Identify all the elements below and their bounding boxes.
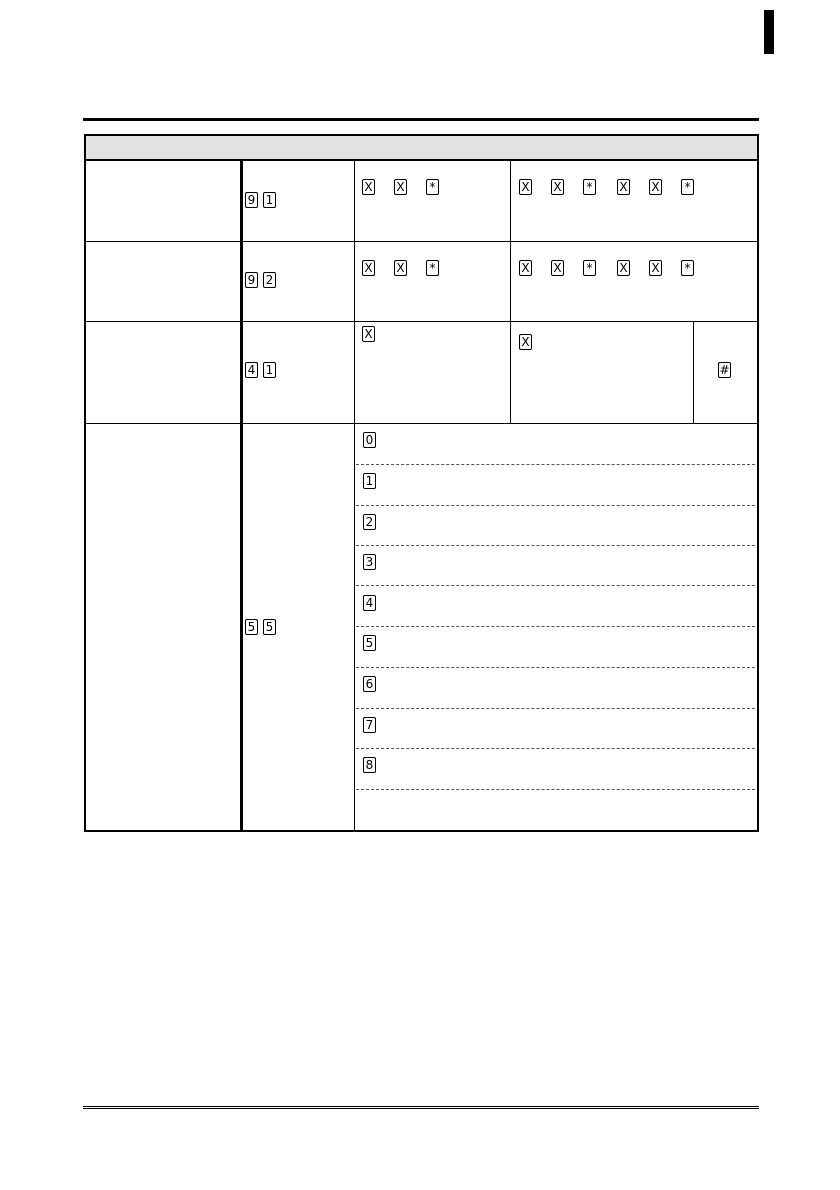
option-divider [356, 585, 755, 586]
key-star: * [426, 179, 439, 195]
option-divider [356, 626, 755, 627]
table-header-bar [86, 136, 757, 161]
option-key: 5 [363, 635, 376, 651]
key-star: * [426, 260, 439, 276]
code-key: 1 [263, 362, 276, 378]
code-key: 5 [245, 619, 258, 635]
page-corner-mark [764, 10, 774, 54]
code-key: 5 [263, 619, 276, 635]
option-divider [356, 545, 755, 546]
option-divider [356, 505, 755, 506]
key-x: X [519, 260, 532, 276]
column-divider-2 [354, 161, 355, 830]
key-x: X [649, 260, 662, 276]
key-star: * [583, 260, 596, 276]
option-key: 1 [363, 473, 376, 489]
option-key: 8 [363, 757, 376, 773]
option-divider [356, 708, 755, 709]
option-divider [356, 789, 755, 790]
option-divider [356, 464, 755, 465]
key-x: X [362, 326, 375, 342]
key-x: X [617, 179, 630, 195]
column-divider-3 [510, 161, 511, 423]
feature-code-table [84, 134, 759, 832]
option-divider [356, 667, 755, 668]
code-key: 2 [263, 272, 276, 288]
option-key: 4 [363, 595, 376, 611]
key-x: X [649, 179, 662, 195]
key-star: * [681, 179, 694, 195]
key-star: * [681, 260, 694, 276]
key-x: X [617, 260, 630, 276]
option-key: 6 [363, 676, 376, 692]
key-x: X [519, 179, 532, 195]
option-key: 7 [363, 717, 376, 733]
key-hash: # [719, 363, 730, 377]
option-divider [356, 748, 755, 749]
code-key: 9 [245, 272, 258, 288]
option-key: 2 [363, 514, 376, 530]
key-x: X [519, 334, 532, 350]
row-divider-2 [86, 321, 757, 322]
key-x: X [394, 179, 407, 195]
key-x: X [362, 179, 375, 195]
row-divider-1 [86, 241, 757, 242]
code-key: 1 [263, 192, 276, 208]
footer-rule [83, 1106, 759, 1109]
option-key: 3 [363, 554, 376, 570]
column-divider-4 [693, 321, 694, 423]
code-key: 4 [245, 362, 258, 378]
key-x: X [551, 179, 564, 195]
key-star: * [583, 179, 596, 195]
code-key: 9 [245, 192, 258, 208]
key-x: X [362, 260, 375, 276]
header-rule [83, 118, 759, 121]
key-x: X [394, 260, 407, 276]
column-divider-1 [240, 161, 243, 830]
option-key: 0 [363, 432, 376, 448]
key-x: X [551, 260, 564, 276]
row-divider-3 [86, 423, 757, 424]
